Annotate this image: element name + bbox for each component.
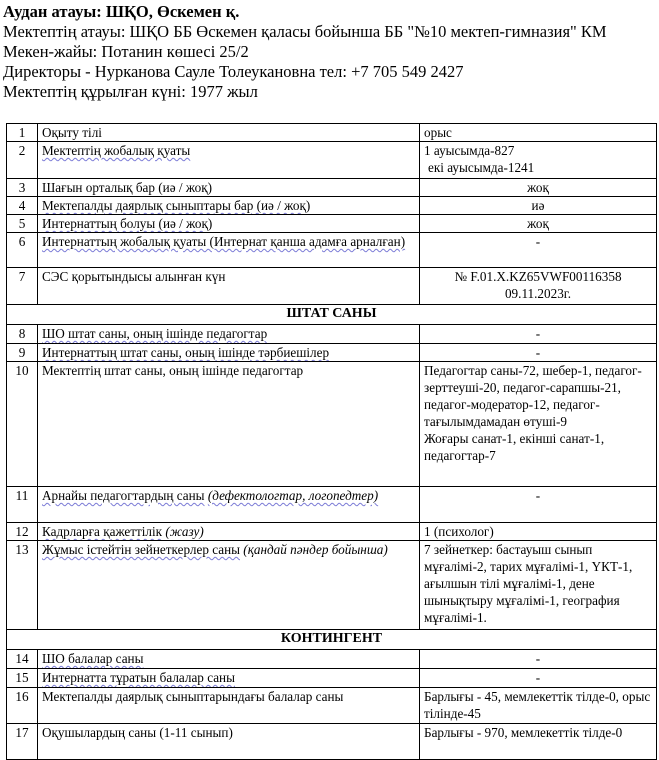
table-row <box>7 487 657 523</box>
row-label-note: (жазу) <box>165 524 204 539</box>
row-label-text: ШО штат саны, оның ішінде педагогтар <box>42 326 268 341</box>
row-label-text: ШО балалар саны <box>42 651 144 666</box>
school-value: ШҚО ББ Өскемен қаласы бойынша ББ "№10 мектеп-гимназия" КМ <box>129 22 607 41</box>
district-label: Аудан атауы: <box>3 2 102 21</box>
table-row <box>7 215 657 233</box>
row-value: 7 зейнеткер: бастауыш сынып мұғалімі-2, тарих мұғалімі-1, ҮКТ-1, ағылшын тілі мұғалімі-1, дене шынықтыру мұғалімі-1, география мұғалімі-1. <box>420 541 657 630</box>
row-label <box>38 650 420 669</box>
row-number: 15 <box>7 669 38 688</box>
row-value: - <box>420 325 657 344</box>
table-row <box>7 179 657 197</box>
row-number: 7 <box>7 268 38 305</box>
row-number: 2 <box>7 142 38 179</box>
section-title-staff: ШТАТ САНЫ <box>7 305 657 325</box>
row-number: 12 <box>7 523 38 541</box>
row-label-text: Интернаттың штат саны, оның ішінде тәрбиешілер <box>42 345 330 360</box>
row-label-note: (дефектологтар, логопедтер) <box>207 488 379 503</box>
row-value: - <box>420 487 657 523</box>
row-value <box>420 362 657 487</box>
director-value: Нурканова Сауле Толеукановна тел: +7 705 549 2427 <box>94 62 464 81</box>
row-label: Оқушылардың саны (1-11 сынып) <box>38 724 420 760</box>
table-row <box>7 268 657 305</box>
table-row <box>7 362 657 487</box>
row-label-text: Кадрларға қажеттілік <box>42 524 163 539</box>
row-label-note: (қандай пәндер бойынша) <box>243 542 388 557</box>
founded-value: 1977 жыл <box>189 82 258 101</box>
row-value: орыс <box>420 124 657 142</box>
table-row <box>7 541 657 630</box>
row-label: СЭС қорытындысы алынған күн <box>38 268 420 305</box>
row-label-text: Интернаттың болуы (иә / жоқ) <box>42 216 213 231</box>
table-row <box>7 344 657 362</box>
director-line <box>3 62 659 82</box>
table-row <box>7 688 657 724</box>
row-label-text: Интернаттың жобалық қуаты (Интернат қанша адамға арналған) <box>42 234 406 249</box>
document-header <box>3 2 659 102</box>
school-line <box>3 22 659 42</box>
row-label-text: Мектептің жобалық қуаты <box>42 143 191 158</box>
row-number: 6 <box>7 233 38 268</box>
row-value-line: Жоғары санат-1, екінші санат-1, педагогтар-7 <box>424 431 605 463</box>
director-label: Директоры - <box>3 62 91 81</box>
row-value: жоқ <box>420 215 657 233</box>
row-number: 3 <box>7 179 38 197</box>
district-line <box>3 2 659 22</box>
address-value: Потанин көшесі 25/2 <box>101 42 249 61</box>
school-info-table <box>6 123 657 760</box>
row-number: 17 <box>7 724 38 760</box>
row-number: 4 <box>7 197 38 215</box>
row-label: Мектепалды даярлық сыныптарындағы балалар саны <box>38 688 420 724</box>
row-label <box>38 233 420 268</box>
row-value: - <box>420 344 657 362</box>
row-value: 1 (психолог) <box>420 523 657 541</box>
row-number: 1 <box>7 124 38 142</box>
row-value <box>420 268 657 305</box>
row-value: - <box>420 669 657 688</box>
row-label-text: Интернатта тұратын балалар саны <box>42 670 235 685</box>
address-label: Мекен-жайы: <box>3 42 98 61</box>
district-value: ШҚО, Өскемен қ. <box>105 2 240 21</box>
row-label <box>38 541 420 630</box>
row-label <box>38 669 420 688</box>
row-value <box>420 142 657 179</box>
row-number: 5 <box>7 215 38 233</box>
founded-label: Мектептің құрылған күні: <box>3 82 186 101</box>
row-label: Оқыту тілі <box>38 124 420 142</box>
row-value: иә <box>420 197 657 215</box>
row-number: 14 <box>7 650 38 669</box>
table-row <box>7 724 657 760</box>
table-row <box>7 233 657 268</box>
table-row <box>7 650 657 669</box>
row-value-line: екі ауысымда-1241 <box>428 160 535 175</box>
row-number: 16 <box>7 688 38 724</box>
table-row <box>7 197 657 215</box>
row-label: Мектептің штат саны, оның ішінде педагогтар <box>38 362 420 487</box>
section-title-contingent: КОНТИНГЕНТ <box>7 630 657 650</box>
row-label <box>38 325 420 344</box>
row-value: - <box>420 650 657 669</box>
table-row <box>7 142 657 179</box>
row-number: 13 <box>7 541 38 630</box>
row-label <box>38 487 420 523</box>
school-label: Мектептің атауы: <box>3 22 126 41</box>
row-number: 8 <box>7 325 38 344</box>
row-label <box>38 215 420 233</box>
row-label <box>38 344 420 362</box>
row-label-text: Арнайы педагогтардың саны <box>42 488 205 503</box>
table-row <box>7 669 657 688</box>
row-label <box>38 197 420 215</box>
section-row <box>7 305 657 325</box>
table-row <box>7 124 657 142</box>
row-label: Шағын орталық бар (иә / жоқ) <box>38 179 420 197</box>
section-row <box>7 630 657 650</box>
row-value: жоқ <box>420 179 657 197</box>
founded-line <box>3 82 659 102</box>
row-value-line: 09.11.2023г. <box>504 286 572 301</box>
row-label-text: Жұмыс істейтін зейнеткерлер саны <box>42 542 240 557</box>
row-label <box>38 142 420 179</box>
row-number: 10 <box>7 362 38 487</box>
row-value: Барлығы - 45, мемлекеттік тілде-0, орыс тілінде-45 <box>420 688 657 724</box>
row-value-line: № F.01.X.KZ65VWF00116358 <box>454 269 622 284</box>
row-label-text: Мектепалды даярлық сыныптары бар (иә / жоқ) <box>42 198 311 213</box>
row-value: Барлығы - 970, мемлекеттік тілде-0 <box>420 724 657 760</box>
table-row <box>7 523 657 541</box>
row-value: - <box>420 233 657 268</box>
row-value-line: 1 ауысымда-827 <box>424 143 515 158</box>
row-value-line: Педагогтар саны-72, шебер-1, педагог-зерттеуші-20, педагог-сарапшы-21, педагог-модератор-12, педагог-тағылымдамадан өтуші-9 <box>424 363 642 429</box>
row-number: 9 <box>7 344 38 362</box>
address-line <box>3 42 659 62</box>
table-row <box>7 325 657 344</box>
row-label <box>38 523 420 541</box>
row-number: 11 <box>7 487 38 523</box>
